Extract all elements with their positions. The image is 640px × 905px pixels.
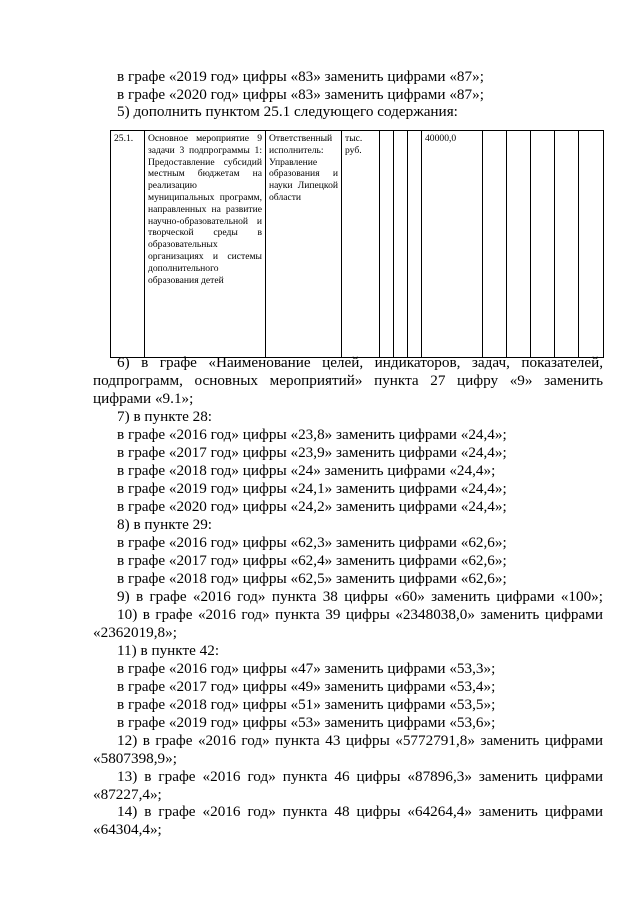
empty-cell: [483, 131, 507, 358]
empty-cell: [380, 131, 394, 358]
item-9: 9) в графе «2016 год» пункта 38 цифры «60» заменить цифрами «100»;: [117, 588, 603, 605]
item-11-line-2: в графе «2017 год» цифры «49» заменить цифрами «53,4»;: [117, 678, 496, 695]
item-8-line-2: в графе «2017 год» цифры «62,4» заменить цифрами «62,6»;: [117, 552, 507, 569]
responsible-cell: Ответственный исполнитель: Управление образования и науки Липецкой области: [266, 131, 342, 358]
item-12: 12) в графе «2016 год» пункта 43 цифры «5772791,8» заменить цифрами «5807398,9»;: [93, 732, 603, 767]
item-7-line-5: в графе «2020 год» цифры «24,2» заменить цифрами «24,4»;: [117, 498, 507, 515]
empty-cell: [507, 131, 531, 358]
intro-line-2: в графе «2020 год» цифры «83» заменить цифрами «87»;: [117, 86, 484, 103]
empty-cell: [579, 131, 604, 358]
item-7-line-3: в графе «2018 год» цифры «24» заменить цифрами «24,4»;: [117, 462, 496, 479]
unit-cell: тыс. руб.: [342, 131, 380, 358]
item-6: 6) в графе «Наименование целей, индикаторов, задач, показателей, подпрограмм, основных мероприятий» пункта 27 цифру «9» заменить цифрами «9.1»;: [93, 354, 603, 407]
item-7-line-4: в графе «2019 год» цифры «24,1» заменить цифрами «24,4»;: [117, 480, 507, 497]
item-13: 13) в графе «2016 год» пункта 46 цифры «87896,3» заменить цифрами «87227,4»;: [93, 768, 603, 803]
item-7-line-1: в графе «2016 год» цифры «23,8» заменить цифрами «24,4»;: [117, 426, 507, 443]
insert-table: [110, 130, 604, 358]
item-11-header: 11) в пункте 42:: [117, 642, 220, 659]
item-10: 10) в графе «2016 год» пункта 39 цифры «2348038,0» заменить цифрами «2362019,8»;: [93, 606, 603, 641]
intro-line-3: 5) дополнить пунктом 25.1 следующего содержания:: [117, 103, 458, 120]
empty-cell: [408, 131, 422, 358]
intro-line-1: в графе «2019 год» цифры «83» заменить цифрами «87»;: [117, 68, 484, 85]
item-7-header: 7) в пункте 28:: [117, 408, 213, 425]
empty-cell: [531, 131, 555, 358]
empty-cell: [555, 131, 579, 358]
item-8-line-1: в графе «2016 год» цифры «62,3» заменить цифрами «62,6»;: [117, 534, 507, 551]
item-8-header: 8) в пункте 29:: [117, 516, 213, 533]
description-cell: Основное мероприятие 9 задачи 3 подпрограммы 1: Предоставление субсидий местным бюджетам на реализацию муниципальных программ, направленных на развитие научно-образовательной и творческой среды в образовательных организациях и системы дополнительного образования детей: [145, 131, 266, 358]
empty-cell: [394, 131, 408, 358]
item-11-line-1: в графе «2016 год» цифры «47» заменить цифрами «53,3»;: [117, 660, 496, 677]
item-7-line-2: в графе «2017 год» цифры «23,9» заменить цифрами «24,4»;: [117, 444, 507, 461]
item-14: 14) в графе «2016 год» пункта 48 цифры «64264,4» заменить цифрами «64304,4»;: [93, 803, 603, 838]
row-number-cell: 25.1.: [111, 131, 145, 358]
table-row: [111, 131, 604, 358]
amount-cell: 40000,0: [422, 131, 483, 358]
item-11-line-3: в графе «2018 год» цифры «51» заменить цифрами «53,5»;: [117, 696, 496, 713]
item-8-line-3: в графе «2018 год» цифры «62,5» заменить цифрами «62,6»;: [117, 570, 507, 587]
item-11-line-4: в графе «2019 год» цифры «53» заменить цифрами «53,6»;: [117, 714, 496, 731]
